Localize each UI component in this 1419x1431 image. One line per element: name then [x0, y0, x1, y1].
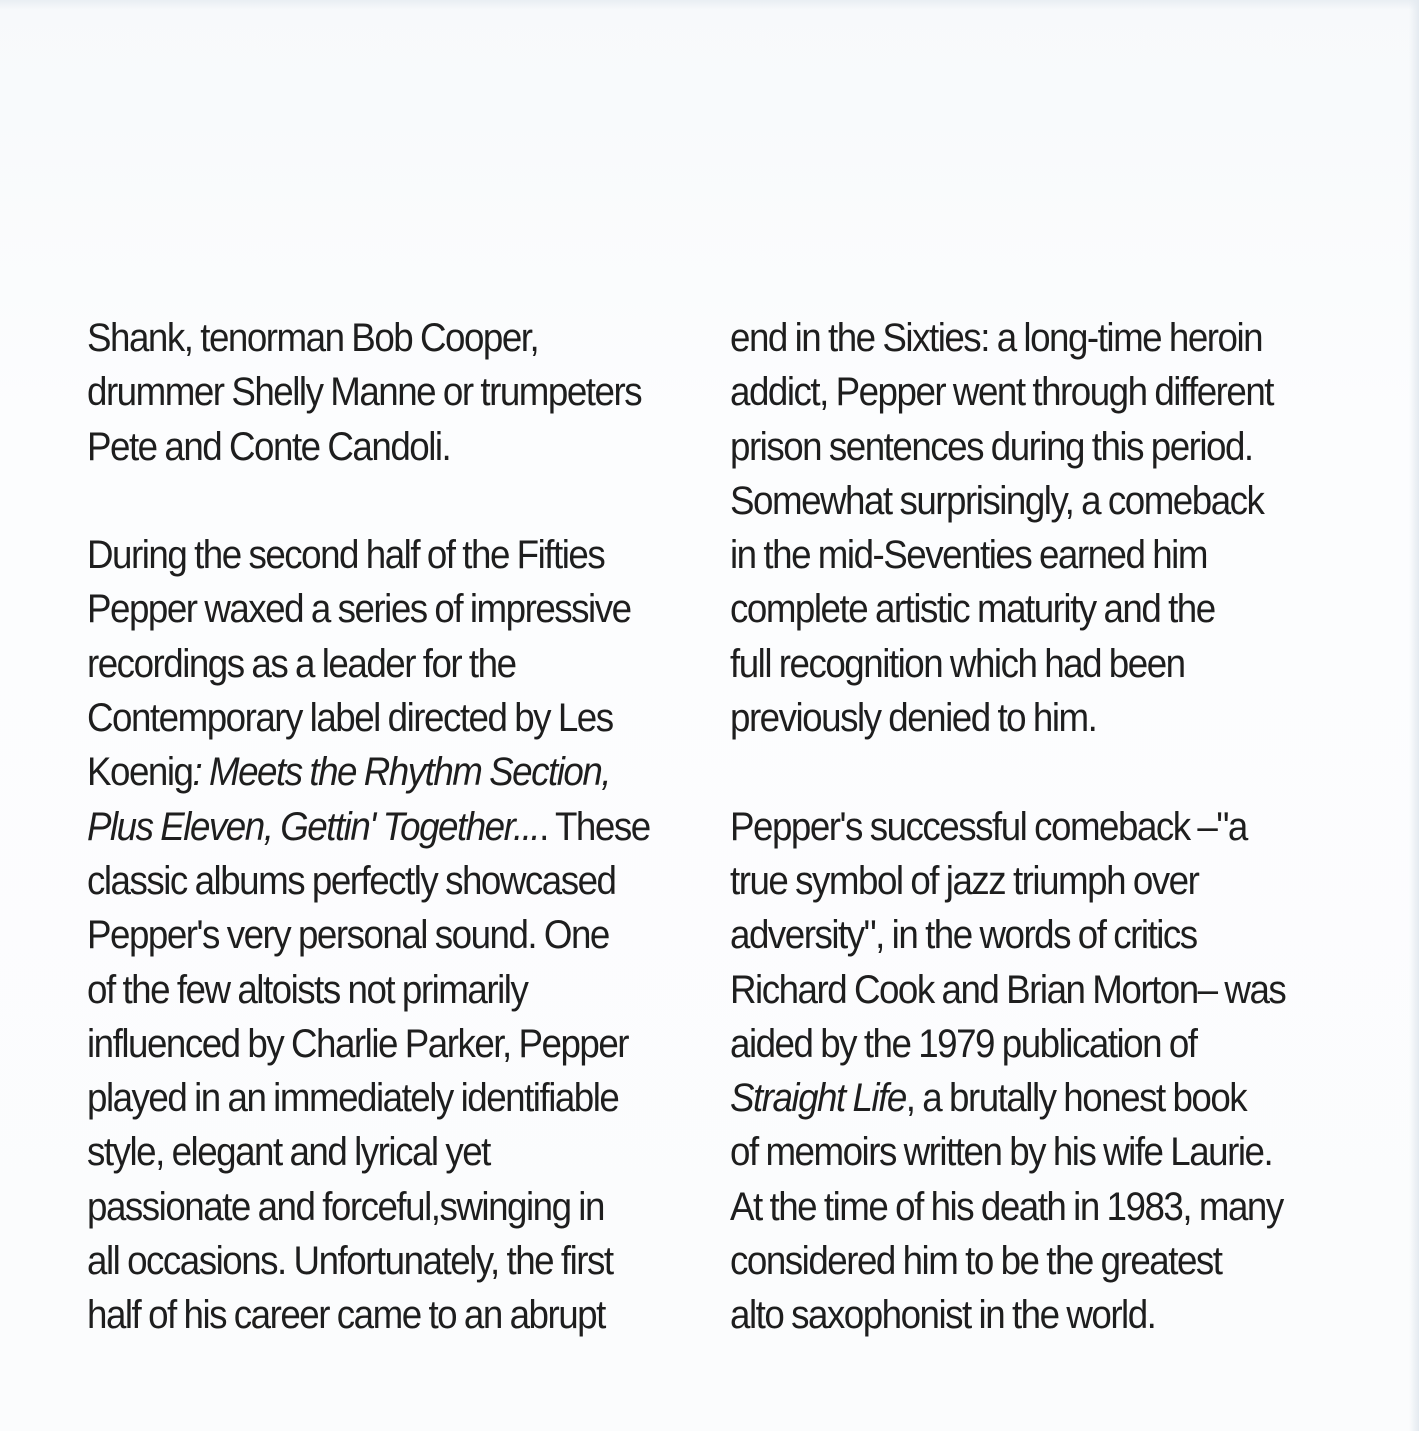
text-line: style, elegant and lyrical yet	[87, 1130, 490, 1175]
text-line: of the few altoists not primarily	[87, 967, 528, 1012]
text-run: . These	[539, 804, 650, 849]
left-paragraph-2	[87, 528, 654, 1342]
text-line: Somewhat surprisingly, a comeback	[730, 478, 1264, 523]
text-line: of memoirs written by his wife Laurie.	[730, 1130, 1273, 1175]
text-line: Pepper's very personal sound. One	[87, 913, 609, 958]
text-line: complete artistic maturity and the	[730, 587, 1215, 632]
text-line: influenced by Charlie Parker, Pepper	[87, 1021, 629, 1066]
text-run: Koenig	[87, 750, 193, 795]
text-line: half of his career came to an abrupt	[87, 1293, 605, 1338]
text-line: Pepper waxed a series of impressive	[87, 587, 631, 632]
text-run: , a brutally honest book	[905, 1076, 1247, 1121]
text-line: all occasions. Unfortunately, the first	[87, 1239, 613, 1284]
text-line: During the second half of the Fifties	[87, 533, 605, 578]
right-paragraph-2	[730, 800, 1297, 1343]
text-line: passionate and forceful,swinging in	[87, 1184, 604, 1229]
page-edge-right	[1409, 0, 1419, 1431]
text-line: At the time of his death in 1983, many	[730, 1184, 1283, 1229]
page-edge-top	[0, 0, 1419, 10]
text-line: prison sentences during this period.	[730, 424, 1253, 469]
album-titles-italic: : Meets the Rhythm Section,	[192, 750, 611, 795]
text-line: addict, Pepper went through different	[730, 370, 1274, 415]
text-line: true symbol of jazz triumph over	[730, 858, 1199, 903]
text-line: Richard Cook and Brian Morton– was	[730, 967, 1286, 1012]
text-line: previously denied to him.	[730, 696, 1097, 741]
text-line: considered him to be the greatest	[730, 1239, 1222, 1284]
paragraph-gap	[730, 745, 1297, 799]
text-line: aided by the 1979 publication of	[730, 1021, 1197, 1066]
text-line	[730, 1071, 1297, 1125]
text-line: end in the Sixties: a long-time heroin	[730, 316, 1263, 360]
right-paragraph-1	[730, 311, 1297, 745]
text-line: drummer Shelly Manne or trumpeters	[87, 370, 642, 415]
text-line: full recognition which had been	[730, 641, 1185, 686]
left-paragraph-1	[87, 311, 654, 474]
text-line: recordings as a leader for the	[87, 641, 516, 686]
text-line: Pete and Conte Candoli.	[87, 424, 451, 469]
right-column	[730, 311, 1297, 1343]
text-line	[87, 800, 654, 854]
text-line: alto saxophonist in the world.	[730, 1293, 1156, 1338]
text-line: played in an immediately identifiable	[87, 1076, 619, 1121]
text-line: Shank, tenorman Bob Cooper,	[87, 316, 539, 360]
book-title-italic: Straight Life	[730, 1076, 906, 1121]
text-line: Pepper's successful comeback –"a	[730, 804, 1247, 849]
paragraph-gap	[87, 474, 654, 528]
left-column	[87, 311, 654, 1343]
text-line: in the mid-Seventies earned him	[730, 533, 1207, 578]
text-line	[87, 745, 654, 799]
text-line: adversity", in the words of critics	[730, 913, 1197, 958]
text-line: classic albums perfectly showcased	[87, 858, 616, 903]
text-line: Contemporary label directed by Les	[87, 696, 613, 741]
album-titles-italic: Plus Eleven, Gettin' Together...	[87, 804, 540, 849]
